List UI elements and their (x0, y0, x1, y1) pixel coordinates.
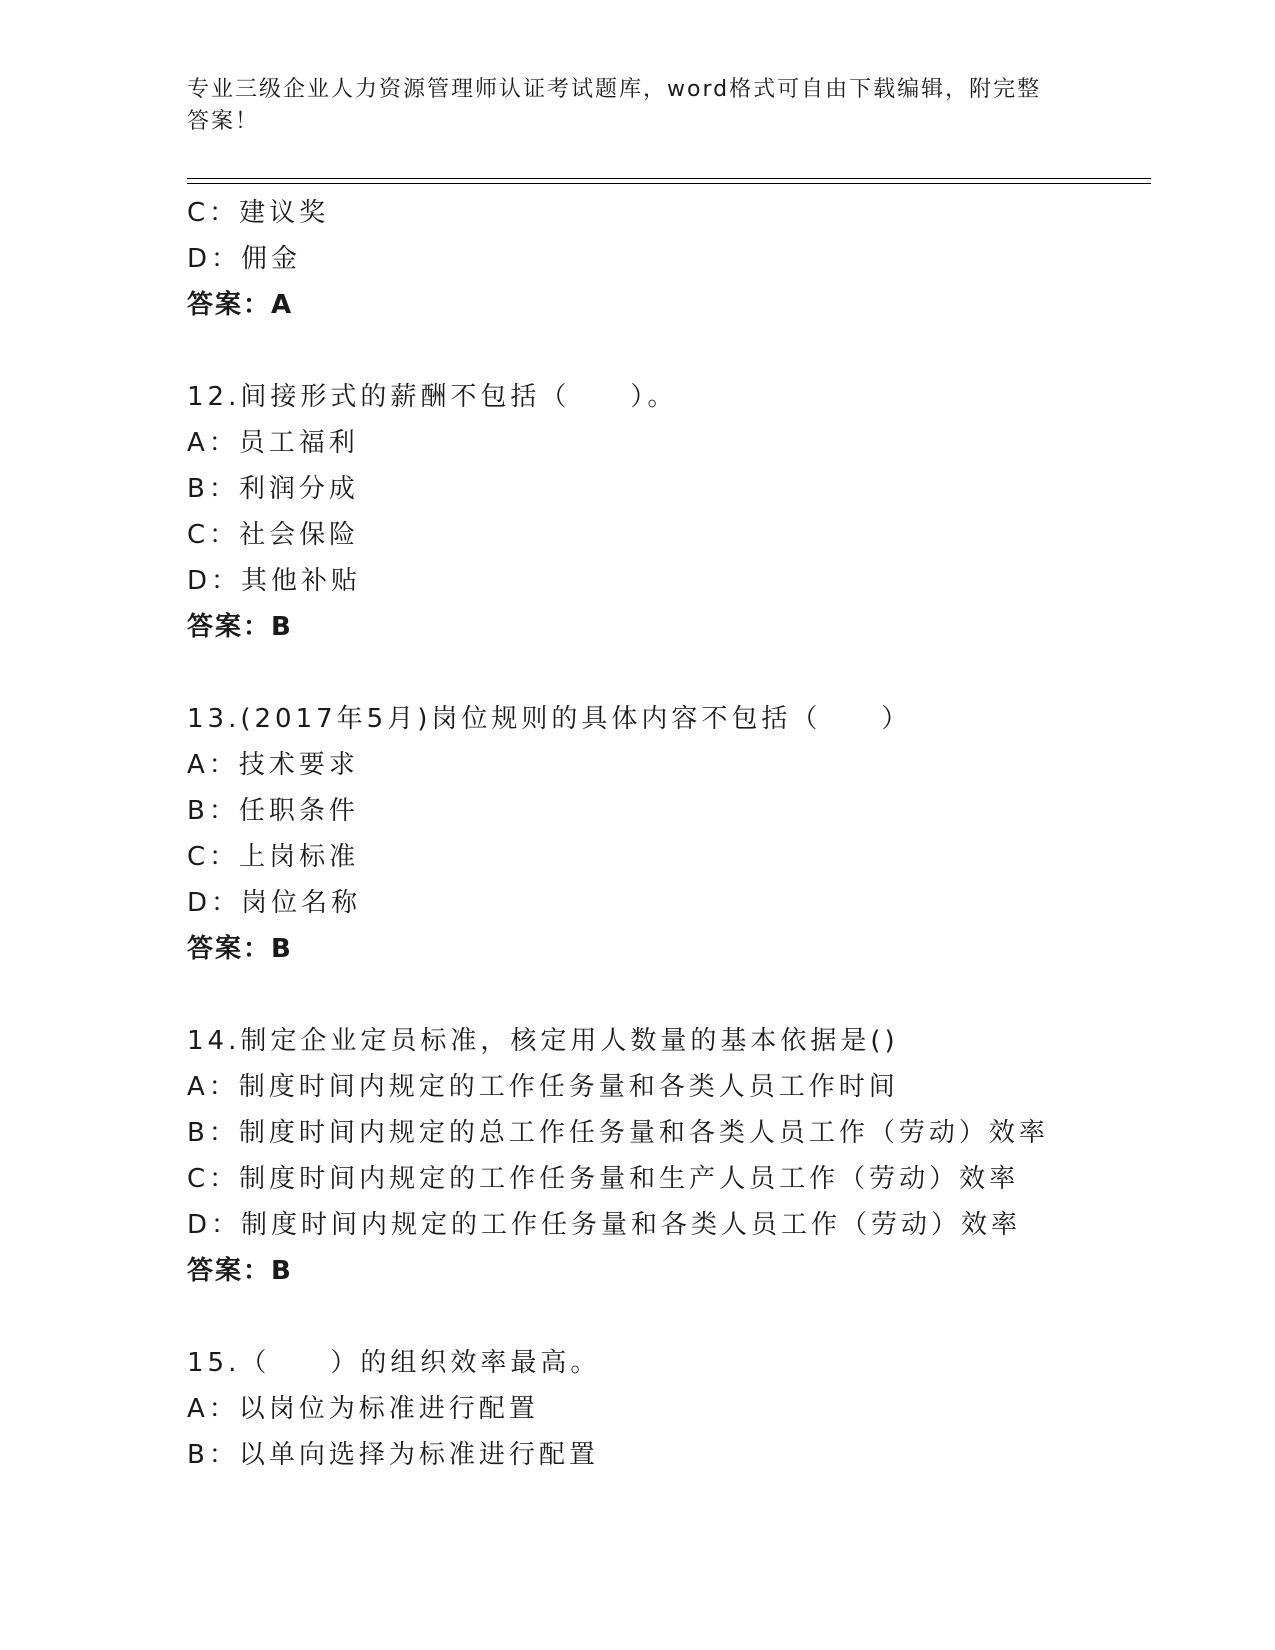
page-header (187, 74, 1087, 138)
q12-option-d: D：其他补贴 (187, 566, 362, 596)
q14-option-b: B：制度时间内规定的总工作任务量和各类人员工作（劳动）效率 (187, 1118, 1049, 1148)
q14-option-c: C：制度时间内规定的工作任务量和生产人员工作（劳动）效率 (187, 1164, 1020, 1194)
q11-option-c: C：建议奖 (187, 198, 330, 228)
q14-stem: 14.制定企业定员标准，核定用人数量的基本依据是() (187, 1026, 899, 1056)
question-list (187, 190, 1151, 1478)
q13-stem: 13.(2017年5月)岗位规则的具体内容不包括（ ） (187, 704, 912, 734)
header-line-1: 专业三级企业人力资源管理师认证考试题库，word格式可自由下载编辑，附完整 (187, 77, 1042, 102)
header-line-2: 答案！ (187, 109, 260, 134)
q13-option-d: D：岗位名称 (187, 888, 362, 918)
q13-option-c: C：上岗标准 (187, 842, 360, 872)
q12-option-a: A：员工福利 (187, 428, 359, 458)
q12-stem: 12.间接形式的薪酬不包括（ ）。 (187, 382, 678, 412)
q13-answer: 答案：B (187, 934, 293, 964)
q13-option-b: B：任职条件 (187, 796, 359, 826)
q15-option-a: A：以岗位为标准进行配置 (187, 1394, 539, 1424)
q14-option-a: A：制度时间内规定的工作任务量和各类人员工作时间 (187, 1072, 899, 1102)
q14-answer: 答案：B (187, 1256, 293, 1286)
q11-answer: 答案：A (187, 290, 294, 320)
q12-option-b: B：利润分成 (187, 474, 359, 504)
q15-stem: 15.（ ）的组织效率最高。 (187, 1348, 601, 1378)
q11-option-d: D：佣金 (187, 244, 302, 274)
q13-option-a: A：技术要求 (187, 750, 359, 780)
header-divider (187, 178, 1151, 184)
q12-answer: 答案：B (187, 612, 293, 642)
q14-option-d: D：制度时间内规定的工作任务量和各类人员工作（劳动）效率 (187, 1210, 1022, 1240)
q15-option-b: B：以单向选择为标准进行配置 (187, 1440, 599, 1470)
q12-option-c: C：社会保险 (187, 520, 360, 550)
